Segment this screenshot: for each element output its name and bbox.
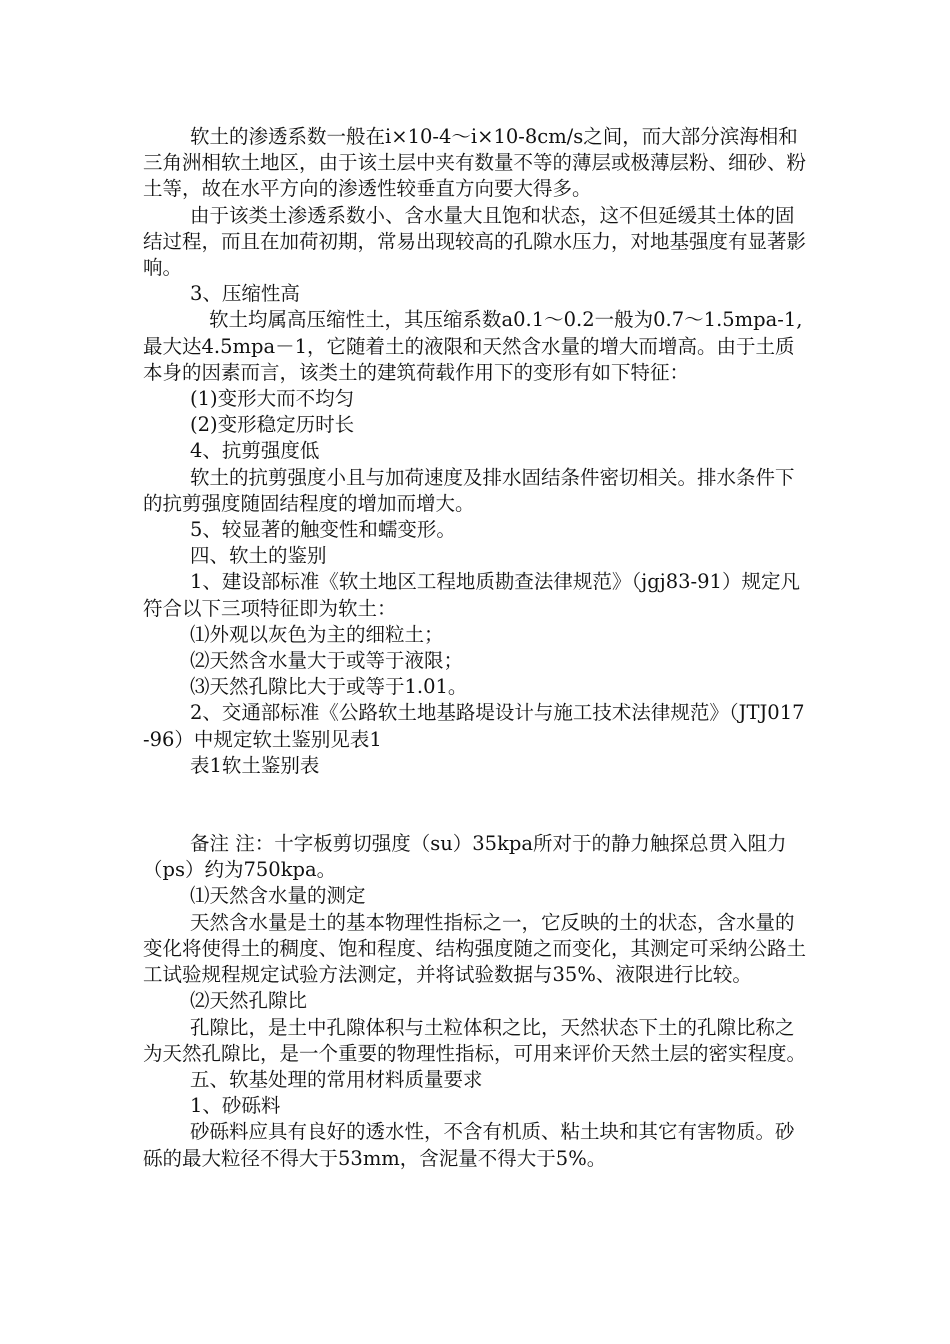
paragraph-transport-standard: 2、交通部标准《公路软土地基路堤设计与施工技术法律规范》（JTJ017-96）中规定软土鉴别见表1 <box>143 701 805 751</box>
list-item-criterion-3: ⑶天然孔隙比大于或等于1.01。 <box>190 675 468 699</box>
document-page <box>143 124 809 1172</box>
section-heading-identification: 四、软土的鉴别 <box>190 544 327 568</box>
paragraph-permeability: 软土的渗透系数一般在i×10-4～i×10-8cm/s之间，而大部分滨海相和三角洲相软土地区，由于该土层中夹有数量不等的薄层或极薄层粉、细砂、粉土等，故在水平方向的渗透性较垂直方向要大得多。 <box>143 125 807 201</box>
paragraph-compressibility: 软土均属高压缩性土，其压缩系数a0.1～0.2一般为0.7～1.5mpa-1,最大达4.5mpa－1，它随着土的液限和天然含水量的增大而增高。由于土质本身的因素而言，该类土的建筑荷载作用下的变形有如下特征： <box>143 308 803 384</box>
paragraph-construction-standard: 1、建设部标准《软土地区工程地质勘查法律规范》（jgj83-91）规定凡符合以下三项特征即为软土： <box>143 570 800 620</box>
heading-void-ratio: ⑵天然孔隙比 <box>190 989 308 1013</box>
section-heading-materials: 五、软基处理的常用材料质量要求 <box>190 1067 483 1091</box>
paragraph-pore-pressure: 由于该类土渗透系数小、含水量大且饱和状态，这不但延缓其土体的固结过程，而且在加荷初期，常易出现较高的孔隙水压力，对地基强度有显著影响。 <box>143 203 807 280</box>
table-caption: 表1软土鉴别表 <box>190 753 320 777</box>
list-item-deformation-2: (2)变形稳定历时长 <box>190 413 355 437</box>
list-item-criterion-2: ⑵天然含水量大于或等于液限； <box>190 649 464 673</box>
heading-shear-strength: 4、抗剪强度低 <box>190 439 320 463</box>
paragraph-moisture-content: 天然含水量是土的基本物理性指标之一，它反映的土的状态，含水量的变化将使得土的稠度、饱和程度、结构强度随之而变化，其测定可采纳公路土工试验规程规定试验方法测定，并将试验数据与35%、液限进行比较。 <box>143 910 807 987</box>
list-item-deformation-1: (1)变形大而不均匀 <box>190 387 355 411</box>
heading-thixotropy: 5、较显著的触变性和蠕变形。 <box>190 518 456 542</box>
table-placeholder-gap <box>143 779 809 831</box>
heading-compressibility: 3、压缩性高 <box>190 282 300 306</box>
paragraph-gravel: 砂砾料应具有良好的透水性，不含有机质、粘土块和其它有害物质。砂砾的最大粒径不得大于53mm，含泥量不得大于5%。 <box>143 1120 795 1170</box>
heading-gravel: 1、砂砾料 <box>190 1094 281 1118</box>
heading-moisture-content: ⑴天然含水量的测定 <box>190 884 366 908</box>
paragraph-shear-strength: 软土的抗剪强度小且与加荷速度及排水固结条件密切相关。排水条件下的抗剪强度随固结程度的增加而增大。 <box>143 465 795 515</box>
table-note: 备注 注：十字板剪切强度（su）35kpa所对于的静力触探总贯入阻力（ps）约为750kpa。 <box>143 832 787 882</box>
paragraph-void-ratio: 孔隙比，是土中孔隙体积与土粒体积之比，天然状态下土的孔隙比称之为天然孔隙比，是一个重要的物理性指标，可用来评价天然土层的密实程度。 <box>143 1015 807 1065</box>
list-item-criterion-1: ⑴外观以灰色为主的细粒土； <box>190 622 444 646</box>
